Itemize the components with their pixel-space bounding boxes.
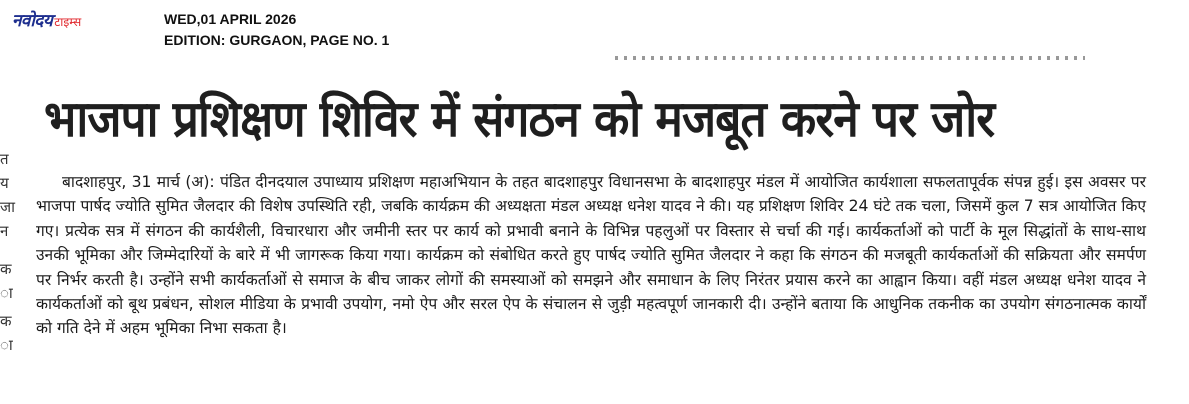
- logo-sub-text: टाइम्स: [54, 15, 82, 29]
- left-glyph: न: [0, 222, 9, 240]
- masthead: [0, 0, 1189, 60]
- left-glyph: य: [0, 174, 9, 192]
- adjacent-column-edge: [0, 60, 16, 404]
- left-glyph: क: [0, 260, 12, 278]
- cut-text-edge: [0, 56, 1189, 62]
- left-glyph: त: [0, 150, 9, 168]
- left-glyph: जा: [0, 198, 16, 216]
- article-body: बादशाहपुर, 31 मार्च (अ): पंडित दीनदयाल उपाध्याय प्रशिक्षण महाअभियान के तहत बादशाहपुर विधानसभा के बादशाहपुर मंडल में आयोजित कार्यशाला सफलतापूर्वक संपन्न हुई। इस अवसर पर भाजपा पार्षद ज्योति सुमित जैलदार की विशेष उपस्थिति रही, जबकि कार्यक्रम की अध्यक्षता मंडल अध्यक्ष धनेश यादव ने की। यह प्रशिक्षण शिविर 24 घंटे तक चला, जिसमें कुल 7 सत्र आयोजित किए गए। प्रत्येक सत्र में संगठन की कार्यशैली, विचारधारा और जमीनी स्तर पर कार्य को प्रभावी बनाने के विभिन्न पहलुओं पर विस्तार से चर्चा की गई। कार्यकर्ताओं को पार्टी के मूल सिद्धांतों के साथ-साथ उनकी भूमिका और जिम्मेदारियों के बारे में भी जागरूक किया गया। कार्यक्रम को संबोधित करते हुए पार्षद ज्योति सुमित जैलदार ने कहा कि संगठन की मजबूती कार्यकर्ताओं की सक्रियता और समर्पण पर निर्भर करती है। उन्होंने सभी कार्यकर्ताओं से समाज के बीच जाकर लोगों की समस्याओं को समझने और समाधान के लिए निरंतर प्रयास करने का आह्वान किया। वहीं मंडल अध्यक्ष धनेश यादव ने कार्यकर्ताओं को बूथ प्रबंधन, सोशल मीडिया के प्रभावी उपयोग, नमो ऐप और सरल ऐप के संचालन से जुड़ी महत्वपूर्ण जानकारी दी। उन्होंने बताया कि आधुनिक तकनीक का उपयोग संगठनात्मक कार्यों को गति देने में अहम भूमिका निभा सकता है।: [36, 173, 1146, 338]
- newspaper-logo: [12, 8, 81, 32]
- date-line: WED,01 APRIL 2026: [164, 11, 297, 27]
- article-headline: भाजपा प्रशिक्षण शिविर में संगठन को मजबूत करने पर जोर: [44, 90, 995, 148]
- left-glyph: ा: [0, 284, 13, 302]
- left-glyph: क: [0, 312, 12, 330]
- logo-main-text: नवोदय: [12, 11, 53, 31]
- edition-info: [164, 9, 389, 51]
- left-glyph: ा: [0, 336, 13, 354]
- edition-line: EDITION: GURGAON, PAGE NO. 1: [164, 32, 390, 48]
